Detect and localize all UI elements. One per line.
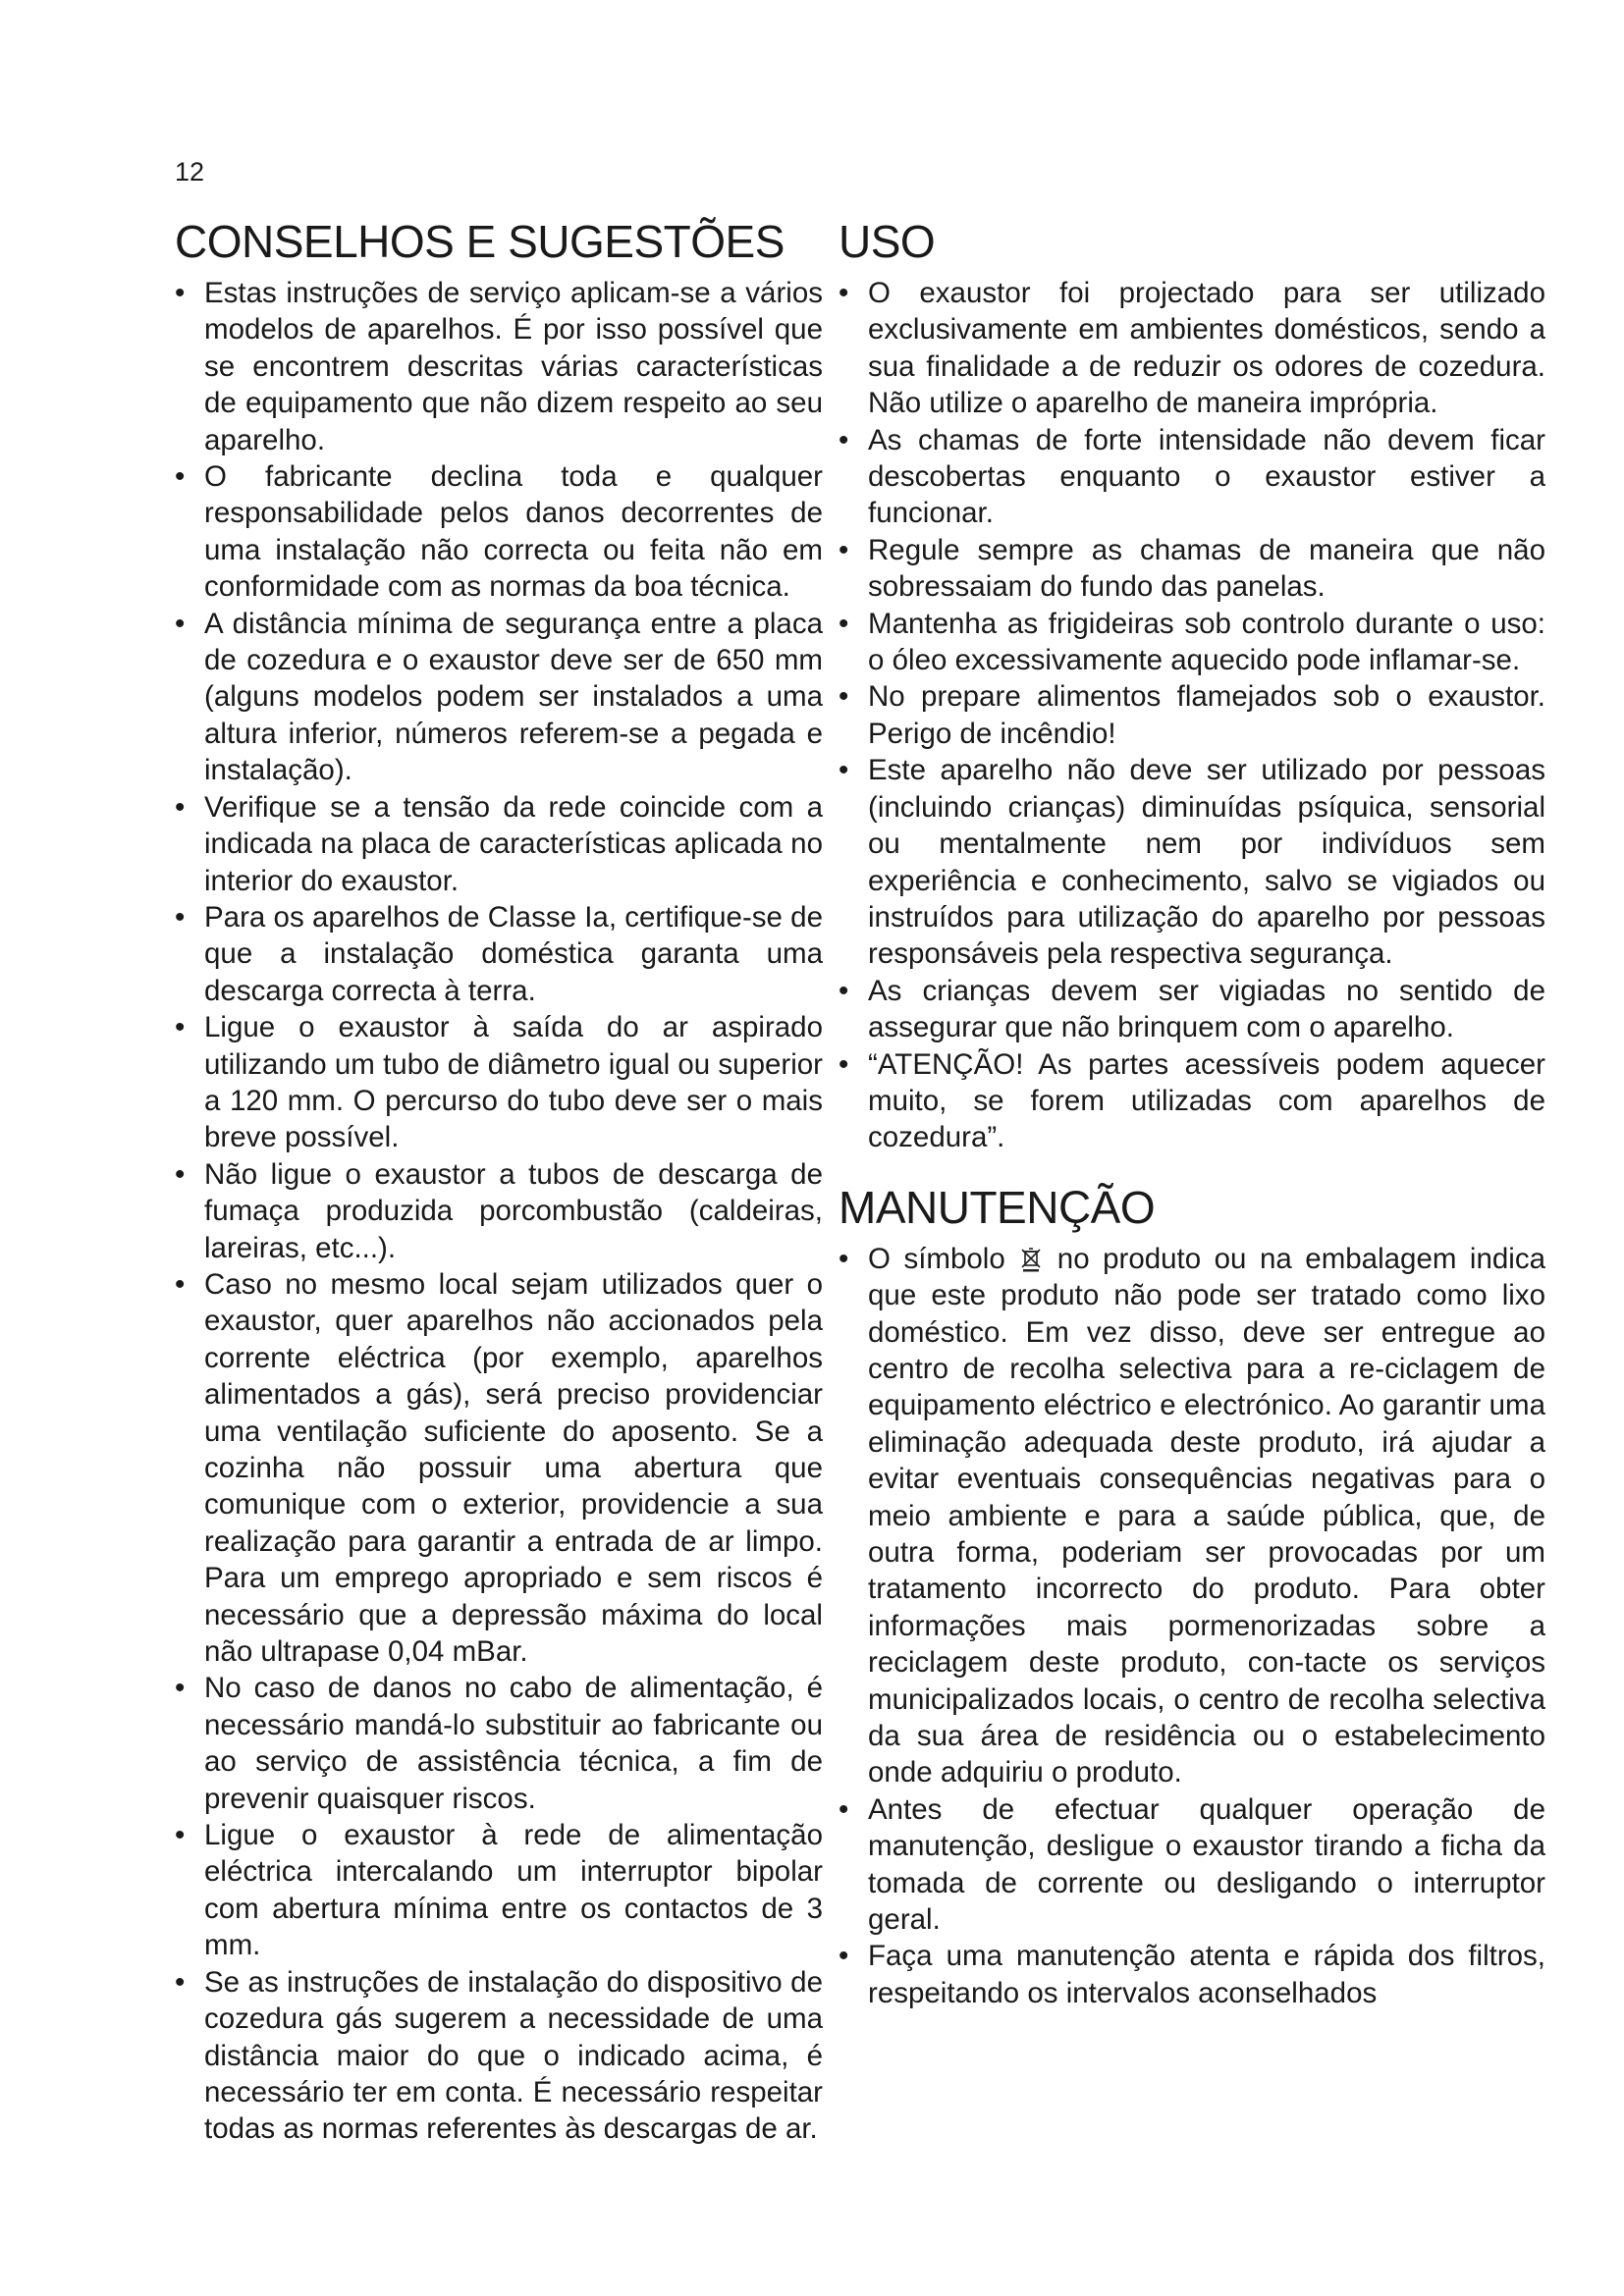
list-item: • Para os aparelhos de Classe Ia, certifique-se de que a instalação doméstica garanta uma descarga correcta à terra.: [175, 899, 823, 1009]
list-item: • Este aparelho não deve ser utilizado por pessoas (incluindo crianças) diminuídas psíquica, sensorial ou mentalmente nem por indivíduos sem experiência e conhecimento, salvo se vigiados ou instruídos para utilização do aparelho por pessoas responsáveis pela respectiva segurança.: [839, 752, 1545, 972]
list-item: • As chamas de forte intensidade não devem ficar descobertas enquanto o exaustor estiver a funcionar.: [839, 422, 1545, 532]
list-item: • Ligue o exaustor à rede de alimentação eléctrica intercalando um interruptor bipolar com abertura mínima entre os contactos de 3 mm.: [175, 1817, 823, 1964]
crossed-bin-icon: [1020, 1245, 1042, 1270]
list-item: • A distância mínima de segurança entre a placa de cozedura e o exaustor deve ser de 650 mm (alguns modelos podem ser instalados a uma altura inferior, números referem-se a pegada e instalação).: [175, 606, 823, 789]
list-item: • As crianças devem ser vigiadas no sentido de assegurar que não brinquem com o aparelho.: [839, 973, 1545, 1046]
list-item: • O exaustor foi projectado para ser utilizado exclusivamente em ambientes domésticos, sendo a sua finalidade a de reduzir os odores de cozedura. Não utilize o aparelho de maneira imprópria.: [839, 275, 1545, 422]
uso-list: [839, 275, 1545, 1156]
list-item: • Verifique se a tensão da rede coincide com a indicada na placa de características aplicada no interior do exaustor.: [175, 789, 823, 899]
list-item: • Se as instruções de instalação do dispositivo de cozedura gás sugerem a necessidade de uma distância maior do que o indicado acima, é necessário ter em conta. É necessário respeitar todas as normas referentes às descargas de ar.: [175, 1964, 823, 2148]
left-column: [175, 214, 823, 2148]
list-item: • Regule sempre as chamas de maneira que não sobressaiam do fundo das panelas.: [839, 532, 1545, 606]
symbol-text-after: no produto ou na embalagem indica que este produto não pode ser tratado como lixo doméstico. Em vez disso, deve ser entregue ao centro de recolha selectiva para a re-ciclagem de equipamento eléctrico e electrónico. Ao garantir uma eliminação adequada deste produto, irá ajudar a evitar eventuais consequências negativas para o meio ambiente e para a saúde pública, que, de outra forma, poderiam ser provocadas por um tratamento incorrecto do produto. Para obter informações mais pormenorizadas sobre a reciclagem deste produto, con-tacte os serviços municipalizados locais, o centro de recolha selectiva da sua área de residência ou o estabelecimento onde adquiriu o produto.: [868, 1242, 1546, 1789]
manutencao-list: [839, 1241, 1545, 2012]
conselhos-list: [175, 275, 823, 2148]
list-item: • Ligue o exaustor à saída do ar aspirado utilizando um tubo de diâmetro igual ou superior a 120 mm. O percurso do tubo deve ser o mais breve possível.: [175, 1009, 823, 1156]
list-item: [839, 1241, 1545, 1791]
list-item: • Antes de efectuar qualquer operação de manutenção, desligue o exaustor tirando a ficha da tomada de corrente ou desligando o interruptor geral.: [839, 1791, 1545, 1939]
list-item: • No prepare alimentos flamejados sob o exaustor. Perigo de incêndio!: [839, 678, 1545, 752]
section-heading-manutencao: MANUTENÇÃO: [839, 1181, 1156, 1233]
list-item: • O fabricante declina toda e qualquer responsabilidade pelos danos decorrentes de uma instalação não correcta ou feita não em conformidade com as normas da boa técnica.: [175, 458, 823, 606]
page-number: 12: [175, 157, 205, 187]
section-heading-conselhos: CONSELHOS E SUGESTÕES: [175, 216, 785, 267]
list-item: • Faça uma manutenção atenta e rápida dos filtros, respeitando os intervalos aconselhados: [839, 1938, 1545, 2011]
list-item: • Estas instruções de serviço aplicam-se a vários modelos de aparelhos. É por isso possível que se encontrem descritas várias características de equipamento que não dizem respeito ao seu aparelho.: [175, 275, 823, 458]
list-item: • “ATENÇÃO! As partes acessíveis podem aquecer muito, se forem utilizadas com aparelhos de cozedura”.: [839, 1046, 1545, 1156]
list-item: • Caso no mesmo local sejam utilizados quer o exaustor, quer aparelhos não accionados pela corrente eléctrica (por exemplo, aparelhos alimentados a gás), será preciso providenciar uma ventilação suficiente do aposento. Se a cozinha não possuir uma abertura que comunique com o exterior, providencie a sua realização para garantir a entrada de ar limpo. Para um emprego apropriado e sem riscos é necessário que a depressão máxima do local não ultrapase 0,04 mBar.: [175, 1266, 823, 1670]
list-item: • Não ligue o exaustor a tubos de descarga de fumaça produzida porcombustão (caldeiras, lareiras, etc...).: [175, 1156, 823, 1266]
right-column: [839, 214, 1545, 2011]
list-item: • No caso de danos no cabo de alimentação, é necessário mandá-lo substituir ao fabricante ou ao serviço de assistência técnica, a fim de prevenir quaisquer riscos.: [175, 1670, 823, 1817]
symbol-text-before: O símbolo: [868, 1242, 1005, 1275]
section-heading-uso: USO: [839, 216, 936, 267]
list-item: • Mantenha as frigideiras sob controlo durante o uso: o óleo excessivamente aquecido pode inflamar-se.: [839, 606, 1545, 679]
